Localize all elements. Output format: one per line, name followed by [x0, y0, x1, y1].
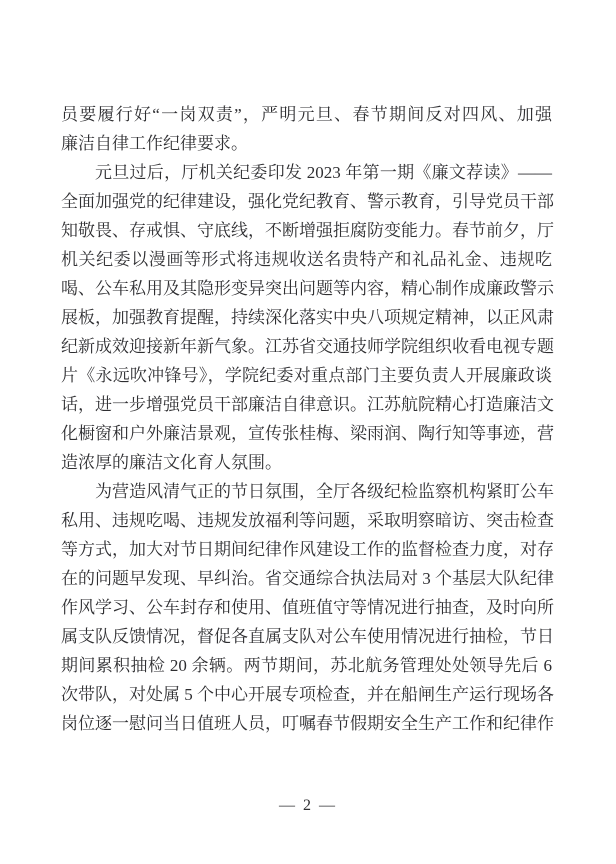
- document-body-text: [61, 100, 552, 738]
- paragraph-line: 化橱窗和户外廉洁景观，宣传张桂梅、梁雨润、陶行知等事迹，营: [61, 424, 554, 443]
- paragraph-line: 喝、公车私用及其隐形变异突出问题等内容，精心制作成廉政警示: [61, 279, 554, 298]
- paragraph-line: 私用、违规吃喝、违规发放福利等问题，采取明察暗访、突击检查: [61, 511, 554, 530]
- paragraph-line: 展板，加强教育提醒，持续深化落实中央八项规定精神，以正风肃: [61, 308, 554, 327]
- paragraph-line: 属支队反馈情况，督促各直属支队对公车使用情况进行抽检，节日: [61, 627, 554, 646]
- paragraph-line: 作风学习、公车封存和使用、值班值守等情况进行抽查，及时向所: [61, 598, 554, 617]
- paragraph: [61, 100, 552, 158]
- paragraph-line: 机关纪委以漫画等形式将违规收送名贵特产和礼品礼金、违规吃: [61, 250, 552, 269]
- paragraph-line: 期间累积抽检 20 余辆。两节期间，苏北航务管理处处领导先后 6: [61, 656, 552, 675]
- paragraph-line: 知敬畏、存戒惧、守底线，不断增强拒腐防变能力。春节前夕，厅: [61, 221, 554, 240]
- paragraph-line: 纪新成效迎接新年新气象。江苏省交通技师学院组织收看电视专题: [61, 337, 554, 356]
- paragraph-line: 岗位逐一慰问当日值班人员，叮嘱春节假期安全生产工作和纪律作: [61, 714, 554, 733]
- paragraph-line: 为营造风清气正的节日氛围，全厅各级纪检监察机构紧盯公车: [95, 482, 554, 501]
- paragraph-line: 在的问题早发现、早纠治。省交通综合执法局对 3 个基层大队纪律: [61, 569, 554, 588]
- paragraph-line: 元旦过后，厅机关纪委印发 2023 年第一期《廉文荐读》——: [95, 163, 552, 182]
- paragraph-line: 等方式，加大对节日期间纪律作风建设工作的监督检查力度，对存: [61, 540, 554, 559]
- paragraph-line: 廉洁自律工作纪律要求。: [61, 134, 248, 153]
- page-footer: [0, 797, 616, 815]
- paragraph-line: 员要履行好“一岗双责”，严明元旦、春节期间反对四风、加强: [61, 105, 552, 124]
- paragraph: [61, 477, 552, 738]
- page-number: — 2 —: [279, 797, 337, 814]
- paragraph-line: 全面加强党的纪律建设，强化党纪教育、警示教育，引导党员干部: [61, 192, 554, 211]
- paragraph-line: 造浓厚的廉洁文化育人氛围。: [61, 453, 282, 472]
- paragraph-line: 话，进一步增强党员干部廉洁自律意识。江苏航院精心打造廉洁文: [61, 395, 554, 414]
- paragraph-line: 片《永远吹冲锋号》，学院纪委对重点部门主要负责人开展廉政谈: [61, 366, 552, 385]
- paragraph-line: 次带队，对处属 5 个中心开展专项检查，并在船闸生产运行现场各: [61, 685, 554, 704]
- paragraph: [61, 158, 552, 477]
